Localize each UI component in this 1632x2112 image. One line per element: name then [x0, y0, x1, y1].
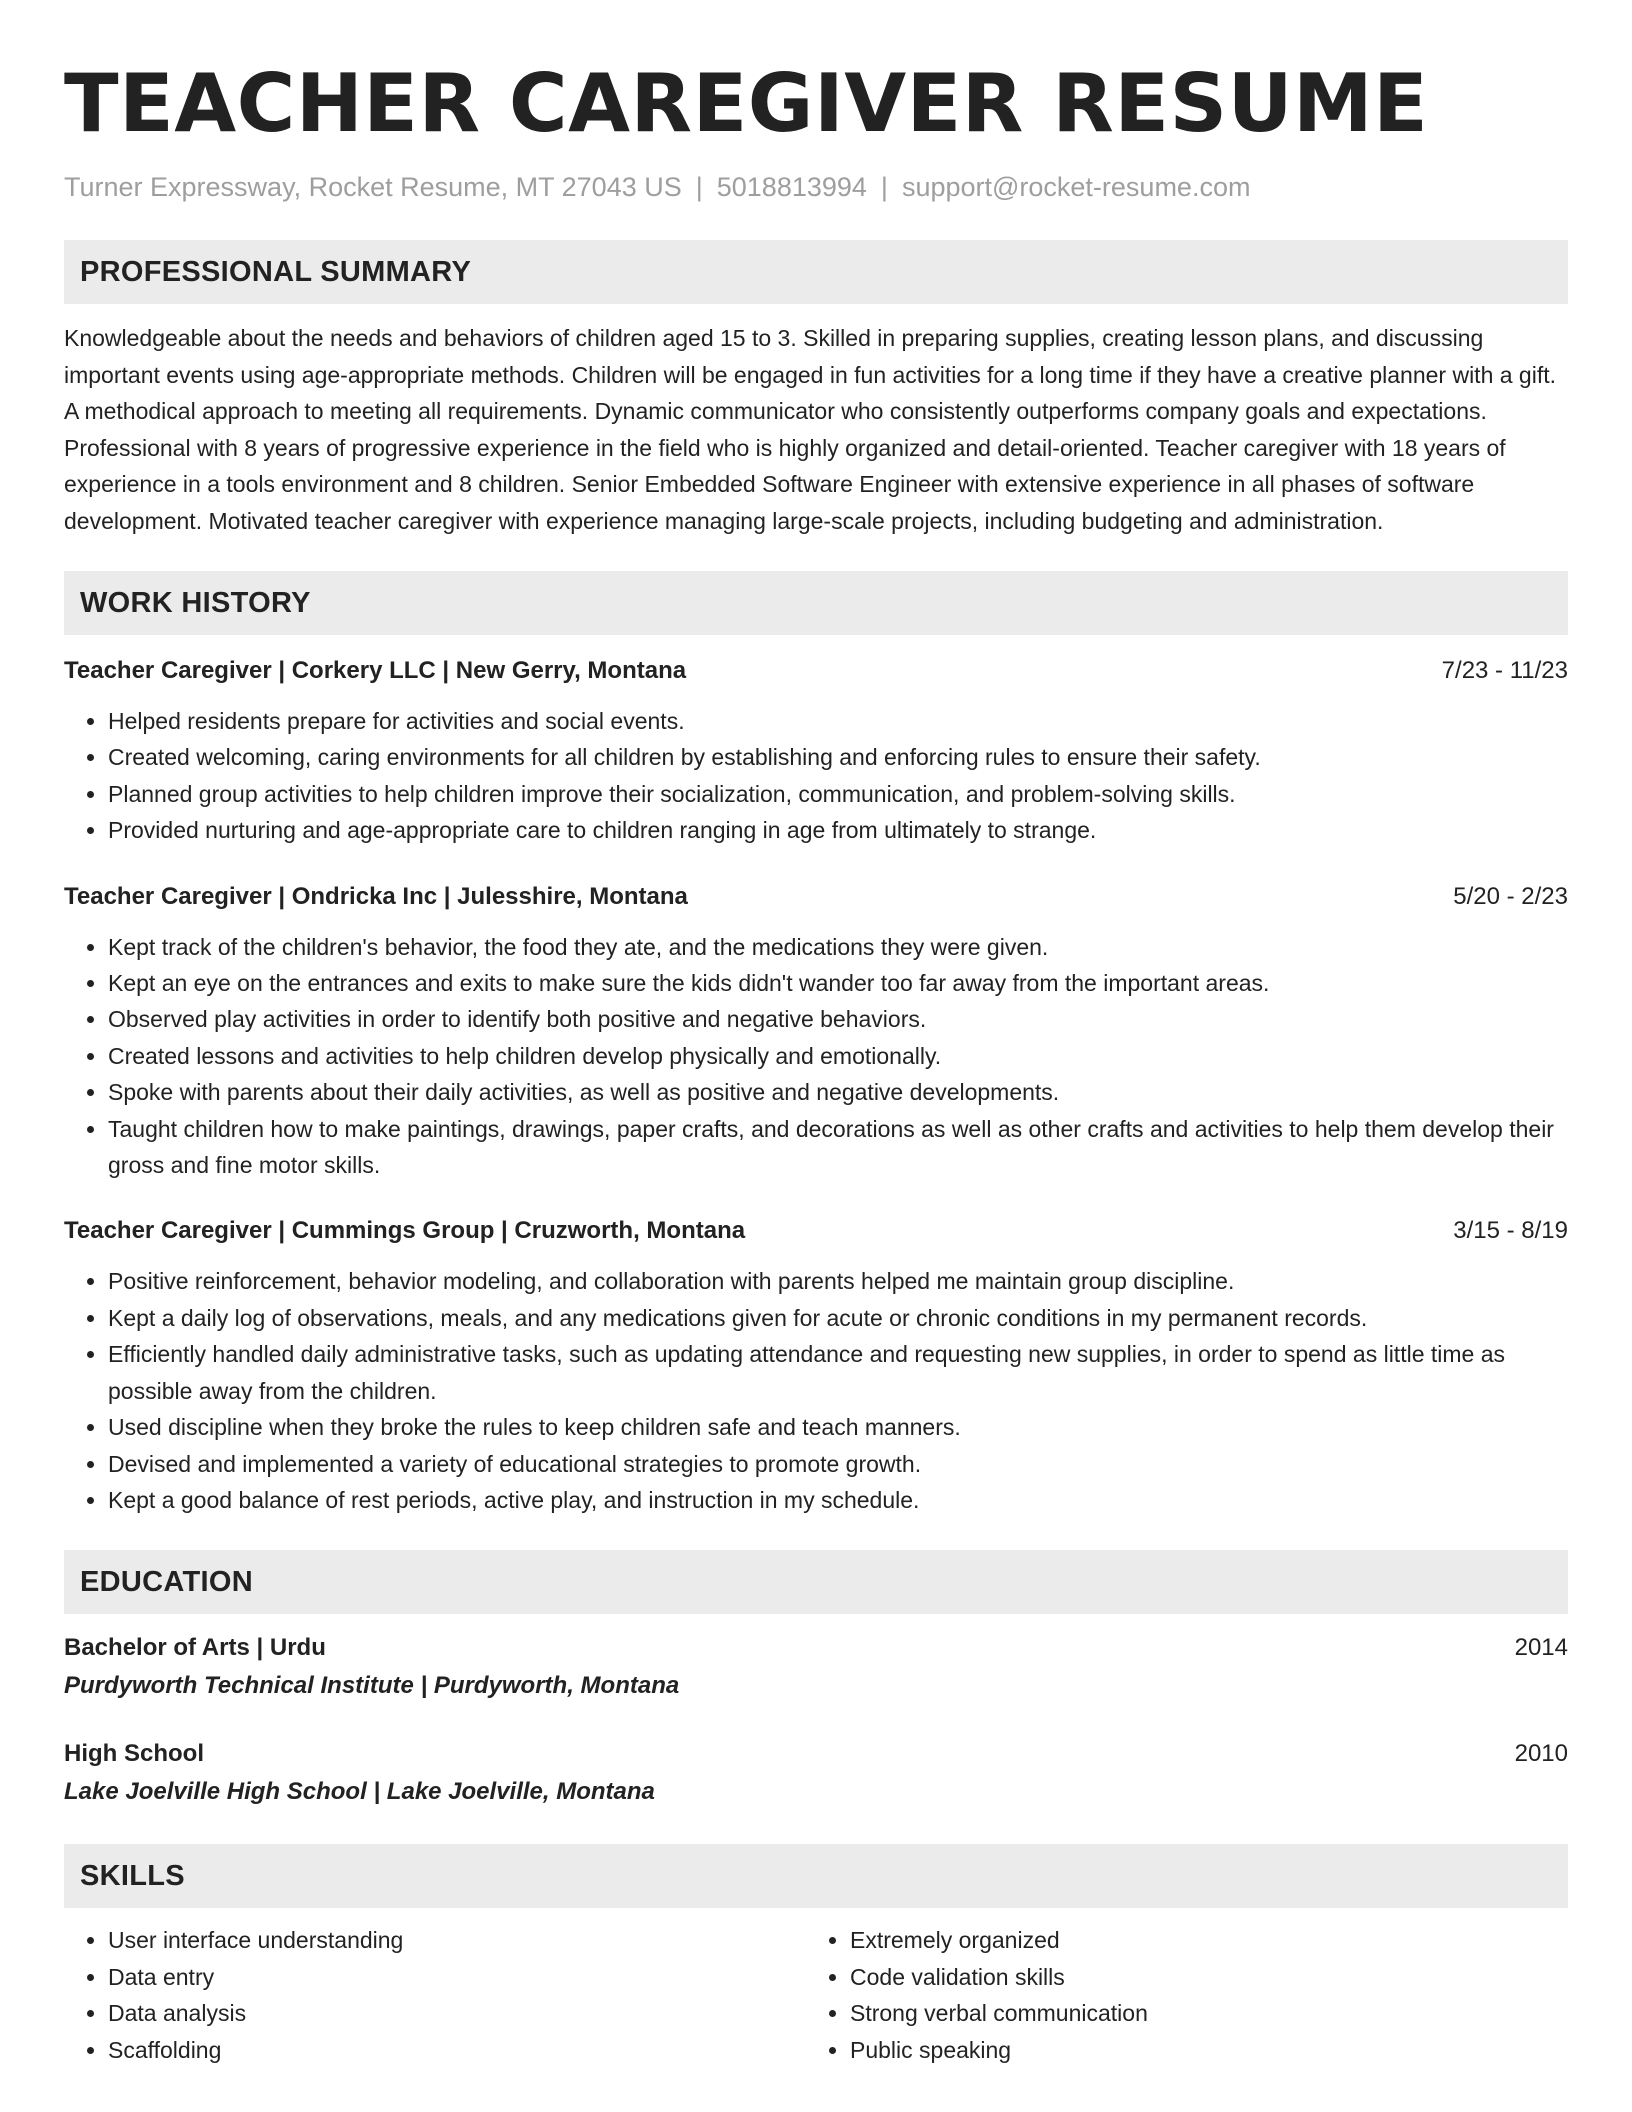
skill-item: • Data analysis: [108, 1995, 806, 2031]
job-bullet: • Spoke with parents about their daily activities, as well as positive and negative developments.: [108, 1074, 1568, 1110]
skill-item: • Scaffolding: [108, 2032, 806, 2068]
job-title: Teacher Caregiver | Ondricka Inc | Julesshire, Montana: [64, 882, 688, 910]
job-bullet: • Helped residents prepare for activities and social events.: [108, 703, 1568, 739]
education-header: [64, 1736, 1568, 1772]
job-dates: 5/20 - 2/23: [1453, 882, 1568, 910]
contact-phone: 5018813994: [716, 172, 867, 202]
job-entry: [64, 1213, 1568, 1518]
job-bullet: • Taught children how to make paintings, drawings, paper crafts, and decorations as well as other crafts and activities to help them develop their gross and fine motor skills.: [108, 1111, 1568, 1184]
job-bullet: • Kept an eye on the entrances and exits to make sure the kids didn't wander too far away from the important areas.: [108, 965, 1568, 1001]
job-bullet: • Kept a good balance of rest periods, active play, and instruction in my schedule.: [108, 1482, 1568, 1518]
skill-item: • Code validation skills: [850, 1959, 1548, 1995]
education-header: [64, 1630, 1568, 1666]
skill-item: • Strong verbal communication: [850, 1995, 1548, 2031]
skill-item: • Data entry: [108, 1959, 806, 1995]
skill-item: • Extremely organized: [850, 1922, 1548, 1958]
job-bullets: [64, 703, 1568, 849]
job-title: Teacher Caregiver | Cummings Group | Cruzworth, Montana: [64, 1217, 746, 1245]
section-heading-summary: PROFESSIONAL SUMMARY: [64, 240, 1568, 304]
job-bullet: • Created lessons and activities to help children develop physically and emotionally.: [108, 1038, 1568, 1074]
education-entry: [64, 1736, 1568, 1812]
job-title: Teacher Caregiver | Corkery LLC | New Gerry, Montana: [64, 657, 687, 684]
contact-separator: |: [880, 172, 888, 202]
contact-address: Turner Expressway, Rocket Resume, MT 27043 US: [64, 172, 682, 202]
contact-line: [64, 170, 1568, 204]
job-bullet: • Devised and implemented a variety of educational strategies to promote growth.: [108, 1446, 1568, 1482]
education-entry: [64, 1630, 1568, 1706]
summary-text: Knowledgeable about the needs and behaviors of children aged 15 to 3. Skilled in preparing supplies, creating lesson plans, and discussing important events using age-appropriate methods. Children will be engaged in fun activities for a long time if they have a creative planner with a gift. A methodical approach to meeting all requirements. Dynamic communicator who consistently outperforms company goals and expectations. Professional with 8 years of progressive experience in the field who is highly organized and detail-oriented. Teacher caregiver with 18 years of experience in a tools environment and 8 children. Senior Embedded Software Engineer with extensive experience in all phases of software development. Motivated teacher caregiver with experience managing large-scale projects, including budgeting and administration.: [64, 325, 1557, 534]
skill-item: • Public speaking: [850, 2032, 1548, 2068]
section-heading-education: EDUCATION: [64, 1550, 1568, 1614]
education-year: 2010: [1514, 1740, 1568, 1768]
job-bullet: • Used discipline when they broke the rules to keep children safe and teach manners.: [108, 1409, 1568, 1445]
skills-column-right: [806, 1922, 1548, 2068]
job-header: [64, 1213, 1568, 1249]
job-bullet: • Planned group activities to help children improve their socialization, communication, and problem-solving skills.: [108, 776, 1568, 812]
contact-email: support@rocket-resume.com: [901, 172, 1251, 202]
skills-list: [64, 1922, 1568, 2068]
job-bullet: • Positive reinforcement, behavior modeling, and collaboration with parents helped me maintain group discipline.: [108, 1263, 1568, 1299]
education-degree: High School: [64, 1740, 204, 1768]
job-bullet: • Kept a daily log of observations, meals, and any medications given for acute or chronic conditions in my permanent records.: [108, 1300, 1568, 1336]
job-entry: [64, 879, 1568, 1184]
education-year: 2014: [1514, 1634, 1568, 1662]
skills-column-left: [64, 1922, 806, 2068]
job-header: [64, 653, 1568, 689]
section-heading-skills: SKILLS: [64, 1844, 1568, 1908]
education-degree: Bachelor of Arts | Urdu: [64, 1634, 326, 1662]
job-bullet: • Provided nurturing and age-appropriate care to children ranging in age from ultimately to strange.: [108, 812, 1568, 848]
job-bullet: • Efficiently handled daily administrative tasks, such as updating attendance and requesting new supplies, in order to spend as little time as possible away from the children.: [108, 1336, 1568, 1409]
job-entry: [64, 653, 1568, 849]
job-dates: 3/15 - 8/19: [1453, 1217, 1568, 1245]
job-dates: 7/23 - 11/23: [1441, 657, 1568, 684]
resume-title: TEACHER CAREGIVER RESUME: [64, 57, 1429, 150]
job-bullets: [64, 1263, 1568, 1518]
job-bullet: • Observed play activities in order to identify both positive and negative behaviors.: [108, 1001, 1568, 1037]
job-bullets: [64, 929, 1568, 1184]
skill-item: • User interface understanding: [108, 1922, 806, 1958]
job-bullet: • Kept track of the children's behavior, the food they ate, and the medications they were given.: [108, 929, 1568, 965]
education-school: Lake Joelville High School | Lake Joelville, Montana: [64, 1778, 655, 1806]
contact-separator: |: [695, 172, 703, 202]
section-heading-work-history: WORK HISTORY: [64, 571, 1568, 635]
education-school: Purdyworth Technical Institute | Purdyworth, Montana: [64, 1672, 680, 1700]
job-bullet: • Created welcoming, caring environments for all children by establishing and enforcing rules to ensure their safety.: [108, 739, 1568, 775]
job-header: [64, 879, 1568, 915]
